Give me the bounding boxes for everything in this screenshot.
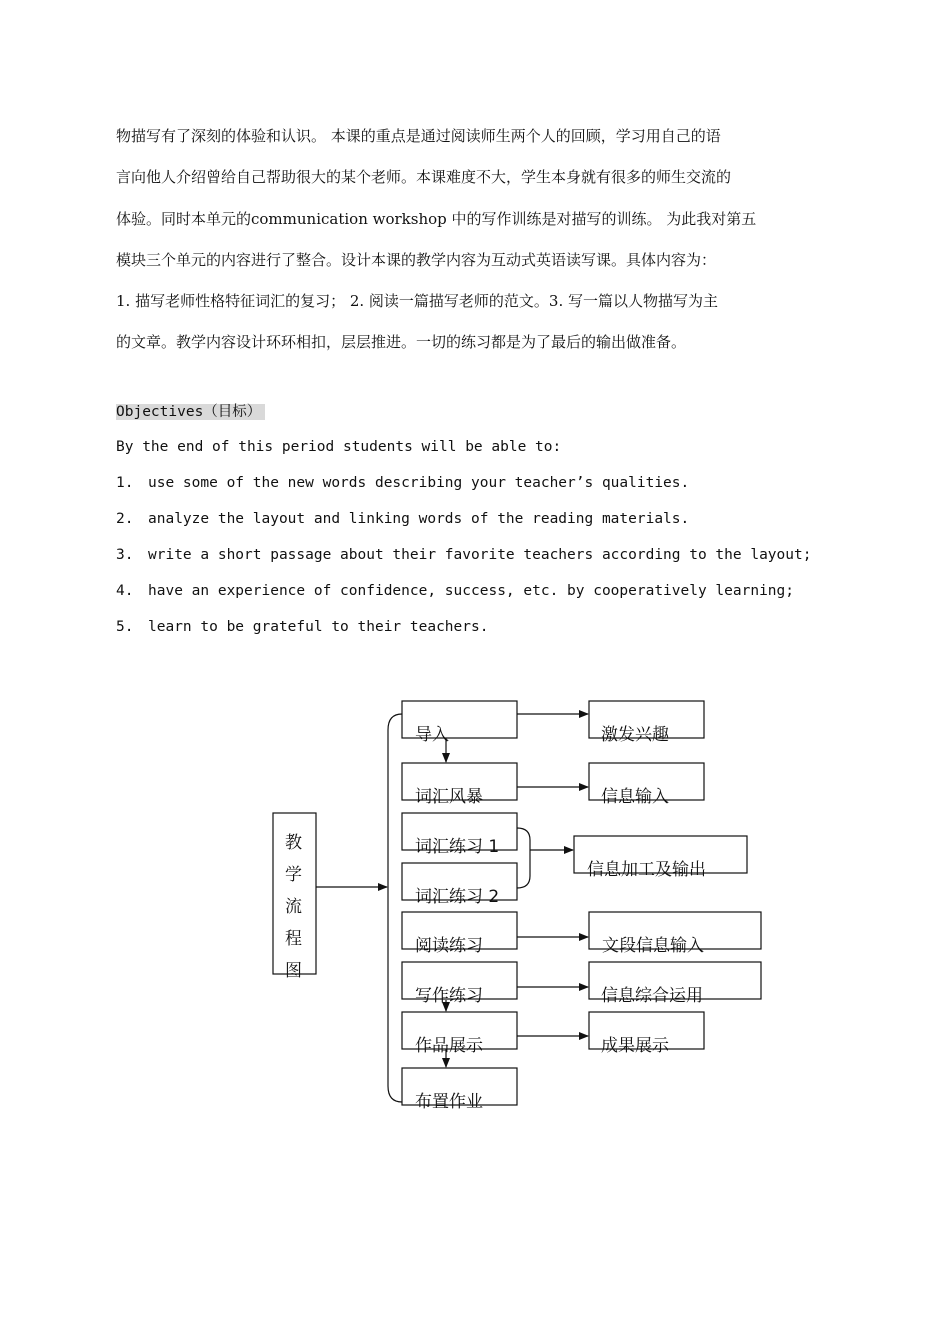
root-char: 流 — [285, 897, 302, 917]
small-brace — [517, 828, 530, 888]
intro-line: 体验。同时本单元的communication workshop 中的写作训练是对描写的训练。 为此我对第五 — [116, 209, 757, 228]
objective-text: use some of the new words describing your teacher’s qualities. — [148, 475, 690, 491]
objective-number: 5. — [116, 619, 134, 635]
outcome-label: 信息加工及输出 — [587, 860, 706, 880]
intro-line: 模块三个单元的内容进行了整合。设计本课的教学内容为互动式英语读写课。具体内容为： — [116, 250, 717, 269]
intro-line: 言向他人介绍曾给自己帮助很大的某个老师。本课难度不大，学生本身就有很多的师生交流的 — [116, 168, 732, 187]
outcome-label: 信息综合运用 — [601, 986, 703, 1006]
objective-text: learn to be grateful to their teachers. — [148, 619, 489, 635]
root-char: 程 — [285, 929, 302, 949]
outcome-label: 文段信息输入 — [602, 936, 704, 956]
step-label: 作品展示 — [415, 1036, 483, 1056]
step-label: 布置作业 — [415, 1092, 483, 1112]
objectives-heading-text: Objectives（目标） — [116, 404, 265, 420]
intro-line: 物描写有了深刻的体验和认识。 本课的重点是通过阅读师生两个人的回顾，学习用自己的语 — [116, 127, 721, 145]
objective-number: 4. — [116, 583, 134, 599]
objectives-lead: By the end of this period students will be able to: — [116, 439, 562, 455]
objective-text: have an experience of confidence, success, etc. by cooperatively learning; — [148, 583, 795, 599]
outcome-label: 激发兴趣 — [601, 725, 669, 745]
step-label: 词汇风暴 — [415, 787, 483, 807]
step-label: 导入 — [415, 725, 449, 745]
objective-number: 3. — [116, 547, 134, 563]
objective-number: 1. — [116, 475, 134, 491]
step-label: 阅读练习 — [415, 936, 483, 956]
objective-text: analyze the layout and linking words of the reading materials. — [148, 511, 690, 527]
step-label: 写作练习 — [415, 986, 483, 1006]
intro-line: 1. 描写老师性格特征词汇的复习； 2. 阅读一篇描写老师的范文。3. 写一篇以人物描写为主 — [116, 292, 719, 311]
root-char: 学 — [285, 865, 302, 885]
outcome-label: 成果展示 — [601, 1036, 669, 1056]
root-char: 教 — [285, 833, 302, 853]
step-label: 词汇练习 2 — [415, 887, 500, 907]
objective-number: 2. — [116, 511, 134, 527]
step-label: 词汇练习 1 — [415, 837, 500, 857]
intro-line: 的文章。教学内容设计环环相扣，层层推进。一切的练习都是为了最后的输出做准备。 — [116, 333, 687, 352]
root-char: 图 — [285, 961, 302, 981]
objective-text: write a short passage about their favorite teachers according to the layout; — [148, 547, 812, 563]
left-brace — [388, 714, 402, 1102]
outcome-label: 信息输入 — [601, 787, 669, 807]
